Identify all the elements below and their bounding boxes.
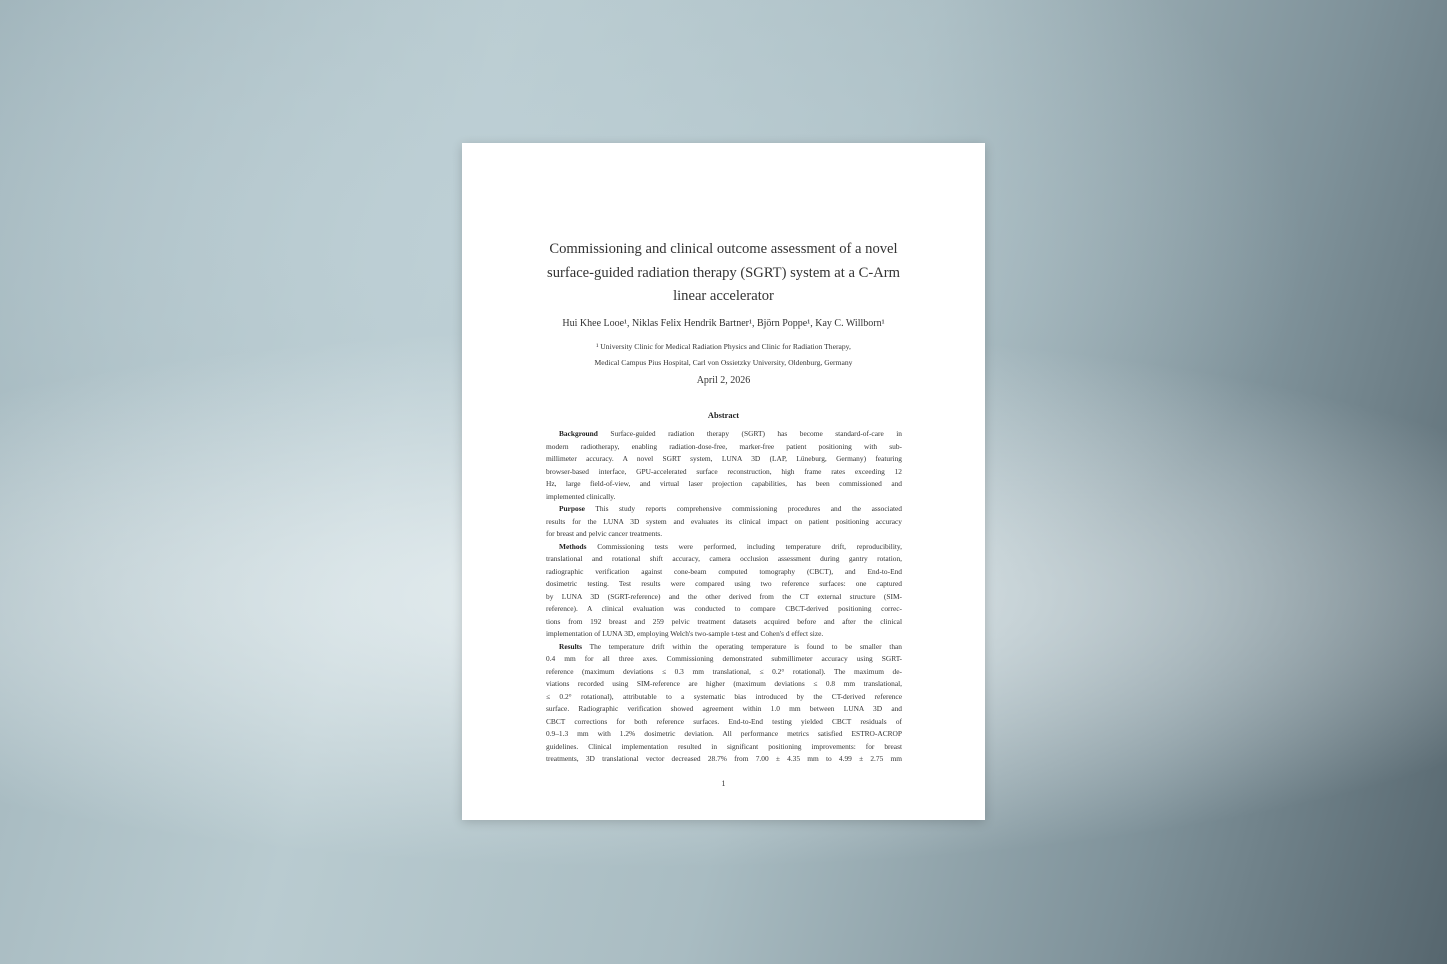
abstract-heading: Abstract: [707, 411, 740, 420]
abstract-line: Background Surface-guided radiation therapy (SGRT) has become standard-of-care in: [559, 429, 902, 438]
abstract-line: Hz, large field-of-view, and virtual laser projection capabilities, has been commissioned and: [546, 479, 902, 488]
abstract-line: dosimetric testing. Test results were compared using two reference surfaces: one captured: [546, 579, 902, 588]
abstract-line: Methods Commissioning tests were performed, including temperature drift, reproducibility,: [559, 541, 902, 551]
abstract-line: tions from 192 breast and 259 pelvic treatment datasets acquired before and after the clinical: [546, 616, 902, 626]
abstract-line: ≤ 0.2° rotational), attributable to a systematic bias introduced by the CT-derived reference: [546, 691, 902, 701]
background-label: Background: [559, 429, 598, 438]
abstract-line: Purpose This study reports comprehensive commissioning procedures and the associated: [559, 504, 902, 513]
affiliation: [502, 339, 945, 370]
abstract-line: viations recorded using SIM-reference are higher (maximum deviations ≤ 0.8 mm translational,: [546, 679, 902, 688]
abstract-line: 0.9–1.3 mm with 1.2% dosimetric deviation. All performance metrics satisfied ESTRO-ACROP: [546, 729, 902, 738]
title-line: Commissioning and clinical outcome assessment of a novel: [549, 241, 898, 257]
abstract-line: radiographic verification against cone-beam computed tomography (CBCT), and End-to-End: [546, 566, 902, 576]
author-list: Hui Khee Looe¹, Niklas Felix Hendrik Bartner¹, Björn Poppe¹, Kay C. Willborn¹: [562, 318, 885, 329]
abstract-line: guidelines. Clinical implementation resulted in significant positioning improvements: for breast: [546, 741, 902, 751]
abstract-line: implementation of LUNA 3D, employing Welch's two-sample t-test and Cohen's d effect size.: [546, 629, 824, 638]
purpose-label: Purpose: [559, 504, 585, 513]
abstract-line: translational and rotational shift accuracy, camera occlusion assessment during gantry rotation,: [546, 554, 902, 563]
publication-date: April 2, 2026: [696, 375, 751, 386]
abstract-body: [546, 428, 902, 766]
abstract-line: CBCT corrections for both reference surfaces. End-to-End testing yielded CBCT residuals of: [546, 716, 902, 726]
abstract-line: modern radiotherapy, enabling radiation-dose-free, marker-free patient positioning with sub-: [546, 441, 902, 451]
abstract-line: browser-based interface, GPU-accelerated surface reconstruction, high frame rates exceeding 12: [546, 466, 902, 476]
abstract-line: results for the LUNA 3D system and evaluates its clinical impact on patient positioning accuracy: [546, 516, 902, 526]
title-line: linear accelerator: [673, 288, 774, 304]
page-number: 1: [721, 779, 726, 788]
abstract-line: millimeter accuracy. A novel SGRT system, LUNA 3D (LAP, Lüneburg, Germany) featuring: [546, 454, 902, 463]
abstract-line: by LUNA 3D (SGRT-reference) and the other derived from the CT external structure (SIM-: [546, 591, 902, 601]
paper-page: [462, 143, 985, 820]
abstract-line: 0.4 mm for all three axes. Commissioning demonstrated submillimeter accuracy using SGRT-: [546, 654, 902, 663]
abstract-line: surface. Radiographic verification showed agreement within 1.0 mm between LUNA 3D and: [546, 704, 902, 713]
results-label: Results: [559, 641, 582, 651]
title-line: surface-guided radiation therapy (SGRT) system at a C-Arm: [547, 264, 900, 281]
abstract-line: reference (maximum deviations ≤ 0.3 mm translational, ≤ 0.2° rotational). The maximum de-: [546, 666, 902, 676]
paper-title: [532, 238, 915, 309]
abstract-line: treatments, 3D translational vector decreased 28.7% from 7.00 ± 4.35 mm to 4.99 ± 2.75 mm: [546, 754, 902, 763]
abstract-line: reference). A clinical evaluation was conducted to compare CBCT-derived positioning correc-: [546, 604, 902, 613]
abstract-line: implemented clinically.: [546, 491, 616, 501]
abstract-line: Results The temperature drift within the operating temperature is found to be smaller than: [559, 641, 902, 651]
affiliation-line: Medical Campus Pius Hospital, Carl von Ossietzky University, Oldenburg, Germany: [594, 357, 853, 367]
methods-label: Methods: [559, 541, 587, 551]
abstract-line: for breast and pelvic cancer treatments.: [546, 529, 663, 538]
affiliation-line: ¹ University Clinic for Medical Radiation Physics and Clinic for Radiation Therapy,: [596, 342, 851, 351]
